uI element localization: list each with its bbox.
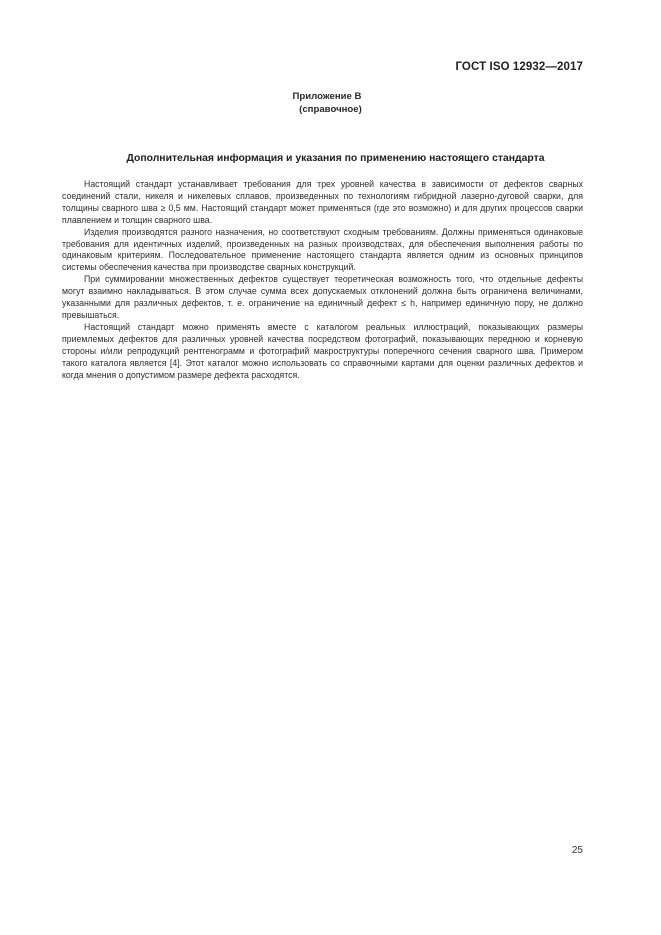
annex-heading [0, 91, 661, 116]
paragraph: Настоящий стандарт можно применять вместе с каталогом реальных иллюстраций, показывающих размеры приемлемых дефектов для различных уровней качества посредством фотографий, показывающих переднюю и корневую стороны и/или репродукций рентгенограмм и фотографий макроструктуры поперечного сечения сварного шва. Примером такого каталога является [4]. Этот каталог можно использовать со справочными картами для оценки различных дефектов и когда мнения о допустимом размере дефекта расходятся. [62, 321, 583, 380]
annex-type: (справочное) [299, 103, 362, 115]
paragraph: При суммировании множественных дефектов существует теоретическая возможность того, что отдельные дефекты могут взаимно накладываться. В этом случае сумма всех допускаемых отклонений должна быть ограничена величинами, указанными для различных дефектов, т. е. ограничение на единичный дефект ≤ h, например единичную пору, не должно превышаться. [62, 274, 583, 320]
paragraph: Настоящий стандарт устанавливает требования для трех уровней качества в зависимости от дефектов сварных соединений стали, никеля и никелевых сплавов, произведенных по технологиям гибридной лазерно-дуговой сварки, для толщины сварного шва ≥ 0,5 мм. Настоящий стандарт может применяться (где это возможно) и для других процессов сварки плавлением и толщин сварного шва. [62, 179, 583, 225]
body-text [62, 179, 583, 381]
annex-title: Приложение В [292, 91, 362, 102]
standard-code-header: ГОСТ ISO 12932—2017 [455, 61, 583, 73]
page-number: 25 [571, 845, 583, 856]
paragraph: Изделия производятся разного назначения, но соответствуют сходным требованиям. Должны применяться одинаковые требования для идентичных изделий, произведенных на разных производствах, для обеспечения выполнения работы по одинаковым критериям. Последовательное применение настоящего стандарта является одним из основных принципов системы обеспечения качества при производстве сварных конструкций. [62, 226, 583, 273]
section-title: Дополнительная информация и указания по применению настоящего стандарта [126, 153, 545, 164]
